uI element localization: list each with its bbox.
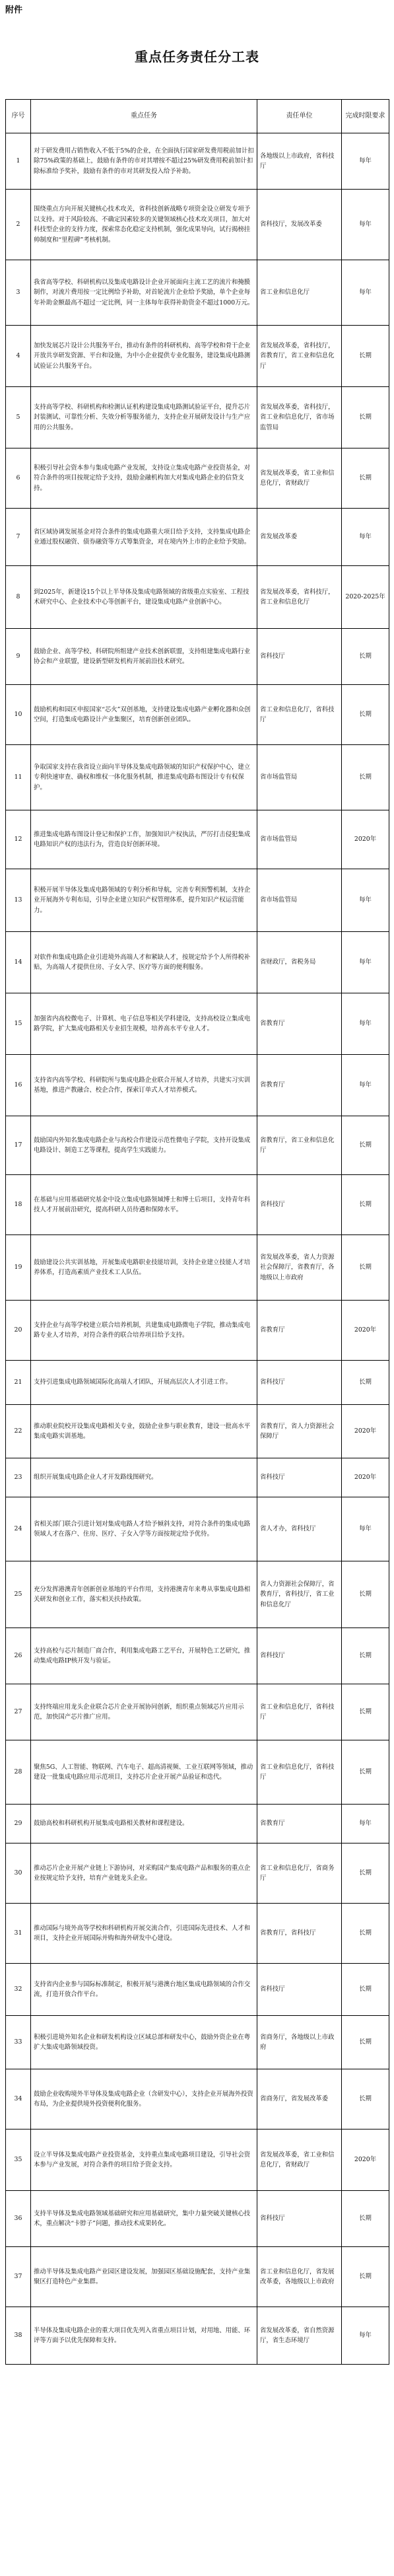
deadline: 长期: [342, 1235, 389, 1301]
responsible-unit: 省工业和信息化厅: [257, 260, 342, 326]
table-row: [6, 1301, 389, 1361]
deadline: 长期: [342, 1904, 389, 1964]
deadline: 长期: [342, 1628, 389, 1684]
responsible-unit: 省教育厅: [257, 1301, 342, 1361]
row-number: 12: [6, 810, 31, 869]
task-text: 省区域协调发展基金对符合条件的集成电路重大项目给予支持，支持集成电路企业通过股权融资、债券融资等方式筹集资金，对在境内外上市的企业给予奖励。: [31, 509, 257, 566]
row-number: 4: [6, 326, 31, 387]
task-text: 组织开展集成电路企业人才开发路线图研究。: [31, 1458, 257, 1497]
table-body: [6, 133, 389, 2365]
row-number: 5: [6, 387, 31, 448]
responsible-unit: 省科技厅: [257, 1458, 342, 1497]
attachment-label: 附件: [5, 5, 23, 15]
task-text: 加快发展芯片设计公共服务平台，推动有条件的科研机构、高等学校和骨干企业开放共享研发资源、平台和设施，为中小企业提供专业化服务，建设集成电路测试验证公共服务平台。: [31, 326, 257, 387]
row-number: 37: [6, 2247, 31, 2307]
responsible-unit: 省人才办，省科技厅: [257, 1497, 342, 1561]
responsible-unit: 省发展改革委，省人力资源社会保障厅，省教育厅，各地级以上市政府: [257, 1235, 342, 1301]
responsible-unit: 省工业和信息化厅，省发展改革委，各地级以上市政府: [257, 2247, 342, 2307]
row-number: 17: [6, 1116, 31, 1175]
responsible-unit: 省教育厅，省科技厅: [257, 1904, 342, 1964]
row-number: 6: [6, 448, 31, 509]
task-text: 推动半导体及集成电路产业园区建设发展，加强园区基础设施配套，支持产业集聚区打造特色产业集群。: [31, 2247, 257, 2307]
deadline: 长期: [342, 1361, 389, 1405]
table-row: [6, 326, 389, 387]
row-number: 1: [6, 133, 31, 190]
row-number: 19: [6, 1235, 31, 1301]
deadline: 长期: [342, 2016, 389, 2069]
deadline: 每年: [342, 260, 389, 326]
table-row: [6, 1405, 389, 1458]
task-text: 省相关部门联合引进计划对集成电路人才给予倾斜支持，对符合条件的集成电路领域人才在落户、住房、医疗、子女入学等方面按规定给予优待。: [31, 1497, 257, 1561]
deadline: 长期: [342, 1561, 389, 1628]
deadline: 长期: [342, 1116, 389, 1175]
task-text: 聚焦5G、人工智能、物联网、汽车电子、超高清视频、工业互联网等领域，推动建设一批集成电路应用示范项目，支持芯片企业开展产品验证和迭代。: [31, 1740, 257, 1805]
task-text: 鼓励国内外知名集成电路企业与高校合作建设示范性微电子学院，支持开设集成电路设计、制造工艺等课程，提高学生实践能力。: [31, 1116, 257, 1175]
table-row: [6, 2069, 389, 2129]
table-row: [6, 1235, 389, 1301]
deadline: 2020年: [342, 810, 389, 869]
responsible-unit: 省科技厅: [257, 2191, 342, 2247]
responsible-unit: 省工业和信息化厅，省商务厅: [257, 1843, 342, 1904]
header-deadline: 完成时限要求: [342, 100, 389, 133]
row-number: 35: [6, 2129, 31, 2191]
task-text: 鼓励建设公共实训基地，开展集成电路职业技能培训，支持企业建立技能人才培养体系，打造高素质产业技术工人队伍。: [31, 1235, 257, 1301]
row-number: 14: [6, 932, 31, 993]
header-unit: 责任单位: [257, 100, 342, 133]
task-text: 支持半导体及集成电路领域基础研究和应用基础研究，集中力量突破关键核心技术，重点解决“卡脖子”问题，推动技术成果转化。: [31, 2191, 257, 2247]
table-row: [6, 190, 389, 260]
deadline: 每年: [342, 932, 389, 993]
table-row: [6, 1805, 389, 1843]
row-number: 33: [6, 2016, 31, 2069]
table-row: [6, 1904, 389, 1964]
row-number: 7: [6, 509, 31, 566]
task-text: 到2025年，新建设15个以上半导体及集成电路领域的省级重点实验室、工程技术研究中心、企业技术中心等创新平台，建设集成电路产业创新中心。: [31, 566, 257, 629]
deadline: 长期: [342, 2247, 389, 2307]
task-text: 充分发挥港澳青年创新创业基地的平台作用，支持港澳青年来粤从事集成电路相关研发和创业工作，落实相关扶持政策。: [31, 1561, 257, 1628]
task-text: 我省高等学校、科研机构以及集成电路设计企业开展面向主流工艺的流片和掩膜制作，对流片费用按一定比例给予补助，对首轮流片企业给予奖励，单个企业每年补助金额最高不超过一定比例，同一主体每年获得补助资金不超过1000万元。: [31, 260, 257, 326]
responsible-unit: 省财政厅，省税务局: [257, 932, 342, 993]
table-row: [6, 869, 389, 932]
row-number: 32: [6, 1964, 31, 2016]
row-number: 2: [6, 190, 31, 260]
task-text: 支持高等学校、科研机构和检测认证机构建设集成电路测试验证平台，提升芯片封装测试、可靠性分析、失效分析等服务能力，支持企业开展研发设计与生产应用的公共服务。: [31, 387, 257, 448]
deadline: 每年: [342, 509, 389, 566]
table-row: [6, 2307, 389, 2365]
row-number: 10: [6, 685, 31, 745]
task-text: 积极开展半导体及集成电路领域的专利分析和导航，完善专利预警机制，支持企业开展海外专利布局，引导企业建立知识产权管理体系，提升知识产权运营能力。: [31, 869, 257, 932]
deadline: 长期: [342, 2191, 389, 2247]
deadline: 长期: [342, 685, 389, 745]
header-no: 序号: [6, 100, 31, 133]
table-row: [6, 1116, 389, 1175]
deadline: 长期: [342, 629, 389, 685]
row-number: 29: [6, 1805, 31, 1843]
responsible-unit: 省商务厅，省发展改革委: [257, 2069, 342, 2129]
table-row: [6, 1055, 389, 1116]
responsible-unit: 省发展改革委，省工业和信息化厅，省财政厅: [257, 2129, 342, 2191]
task-text: 支持省内高等学校、科研院所与集成电路企业联合开展人才培养，共建实习实训基地，推进产教融合、校企合作，探索订单式人才培养模式。: [31, 1055, 257, 1116]
deadline: 长期: [342, 1175, 389, 1235]
deadline: 长期: [342, 448, 389, 509]
task-text: 积极引进境外知名企业和研发机构设立区域总部和研发中心，鼓励外资企业在粤扩大集成电路领域投资。: [31, 2016, 257, 2069]
task-text: 对软件和集成电路企业引进境外高端人才和紧缺人才，按规定给予个人所得税补贴，为高端人才提供住房、子女入学、医疗等方面的便利服务。: [31, 932, 257, 993]
deadline: 每年: [342, 2307, 389, 2365]
row-number: 27: [6, 1684, 31, 1740]
responsible-unit: 省发展改革委，省科技厅，省工业和信息化厅: [257, 566, 342, 629]
deadline: 长期: [342, 326, 389, 387]
responsibility-table: [5, 99, 389, 2365]
header-task: 重点任务: [31, 100, 257, 133]
task-text: 半导体及集成电路企业的重大项目优先列入省重点项目计划，对用地、用能、环评等方面予以优先保障和支持。: [31, 2307, 257, 2365]
deadline: 2020年: [342, 1458, 389, 1497]
row-number: 26: [6, 1628, 31, 1684]
deadline: 2020年: [342, 1405, 389, 1458]
row-number: 34: [6, 2069, 31, 2129]
row-number: 23: [6, 1458, 31, 1497]
deadline: 长期: [342, 745, 389, 810]
table-row: [6, 1458, 389, 1497]
page-title: 重点任务责任分工表: [135, 49, 259, 65]
task-text: 鼓励机构和园区申报国家“芯火”双创基地，支持建设集成电路产业孵化器和众创空间，打造集成电路设计产业集聚区，培育创新创业团队。: [31, 685, 257, 745]
responsible-unit: 省教育厅，省人力资源社会保障厅: [257, 1405, 342, 1458]
responsible-unit: 省科技厅: [257, 629, 342, 685]
table-row: [6, 1628, 389, 1684]
table-row: [6, 509, 389, 566]
responsible-unit: 省发展改革委，省科技厅，省工业和信息化厅，省市场监管局: [257, 387, 342, 448]
row-number: 18: [6, 1175, 31, 1235]
row-number: 30: [6, 1843, 31, 1904]
deadline: 2020年: [342, 1301, 389, 1361]
deadline: 2020年: [342, 2129, 389, 2191]
responsible-unit: 省市场监管局: [257, 745, 342, 810]
row-number: 11: [6, 745, 31, 810]
responsible-unit: 省教育厅: [257, 1805, 342, 1843]
task-text: 争取国家支持在我省设立面向半导体及集成电路领域的知识产权保护中心，建立专利快速审查、确权和维权一体化服务机制，推进集成电路布图设计专有权保护。: [31, 745, 257, 810]
table-row: [6, 932, 389, 993]
responsible-unit: 省商务厅，各地级以上市政府: [257, 2016, 342, 2069]
table-row: [6, 685, 389, 745]
row-number: 22: [6, 1405, 31, 1458]
table-row: [6, 2129, 389, 2191]
table-row: [6, 2191, 389, 2247]
table-row: [6, 1361, 389, 1405]
task-text: 支持终端应用龙头企业联合芯片企业开展协同创新，组织重点领域芯片应用示范，加快国产芯片推广应用。: [31, 1684, 257, 1740]
row-number: 24: [6, 1497, 31, 1561]
table-row: [6, 1964, 389, 2016]
row-number: 20: [6, 1301, 31, 1361]
task-text: 鼓励高校和科研机构开展集成电路相关教材和课程建设。: [31, 1805, 257, 1843]
task-text: 加强省内高校微电子、计算机、电子信息等相关学科建设，支持高校设立集成电路学院，扩大集成电路相关专业招生规模，培养高水平专业人才。: [31, 993, 257, 1055]
table-row: [6, 448, 389, 509]
task-text: 围绕重点方向开展关键核心技术攻关，省科技创新战略专项资金设立研发专项予以支持。对于风险较高、不确定因素较多的关键领域核心技术攻关项目，加大对科技型企业的支持力度，探索常态化稳定支持机制，强化成果导向，试行揭榜挂帅制度和“里程碑”考核机制。: [31, 190, 257, 260]
table-row: [6, 1175, 389, 1235]
table-row: [6, 2016, 389, 2069]
table-row: [6, 1497, 389, 1561]
table-row: [6, 745, 389, 810]
row-number: 9: [6, 629, 31, 685]
responsible-unit: 省科技厅: [257, 1964, 342, 2016]
responsible-unit: 省发展改革委，省自然资源厅，省生态环境厅: [257, 2307, 342, 2365]
responsible-unit: 省工业和信息化厅，省科技厅: [257, 1684, 342, 1740]
table-row: [6, 1561, 389, 1628]
task-text: 支持引进集成电路领域国际化高端人才团队，开展高层次人才引进工作。: [31, 1361, 257, 1405]
task-text: 推动职业院校开设集成电路相关专业，鼓励企业参与职业教育，建设一批高水平集成电路实训基地。: [31, 1405, 257, 1458]
deadline: 每年: [342, 190, 389, 260]
responsible-unit: 省发展改革委: [257, 509, 342, 566]
row-number: 16: [6, 1055, 31, 1116]
task-text: 推动国际与境外高等学校和科研机构开展交流合作，引进国际先进技术、人才和项目，支持企业开展国际并购和海外研发中心建设。: [31, 1904, 257, 1964]
responsible-unit: 省科技厅，发展改革委: [257, 190, 342, 260]
deadline: 长期: [342, 1843, 389, 1904]
row-number: 13: [6, 869, 31, 932]
responsible-unit: 各地级以上市政府，省科技厅: [257, 133, 342, 190]
row-number: 38: [6, 2307, 31, 2365]
responsible-unit: 省发展改革委，省工业和信息化厅，省财政厅: [257, 448, 342, 509]
row-number: 28: [6, 1740, 31, 1805]
row-number: 8: [6, 566, 31, 629]
task-text: 支持高校与芯片制造厂商合作，利用集成电路工艺平台，开展特色工艺研究，推动集成电路IP核开发与验证。: [31, 1628, 257, 1684]
table-row: [6, 2247, 389, 2307]
table-row: [6, 1684, 389, 1740]
deadline: 每年: [342, 993, 389, 1055]
task-text: 支持企业与高等学校建立联合培养机制，共建集成电路微电子学院，推动集成电路专业人才培养，对符合条件的联合培养项目给予支持。: [31, 1301, 257, 1361]
deadline: 长期: [342, 1684, 389, 1740]
table-row: [6, 629, 389, 685]
responsible-unit: 省市场监管局: [257, 869, 342, 932]
table-row: [6, 260, 389, 326]
row-number: 31: [6, 1904, 31, 1964]
row-number: 3: [6, 260, 31, 326]
responsible-unit: 省教育厅: [257, 993, 342, 1055]
row-number: 21: [6, 1361, 31, 1405]
row-number: 36: [6, 2191, 31, 2247]
table-row: [6, 1740, 389, 1805]
deadline: 每年: [342, 1497, 389, 1561]
task-text: 支持省内企业参与国际标准制定，积极开展与港澳台地区集成电路领域的合作交流，打造开放合作平台。: [31, 1964, 257, 2016]
deadline: 每年: [342, 869, 389, 932]
deadline: 长期: [342, 2069, 389, 2129]
task-text: 积极引导社会资本参与集成电路产业发展，支持设立集成电路产业投资基金，对符合条件的项目按规定给予支持，鼓励金融机构加大对集成电路企业的信贷支持。: [31, 448, 257, 509]
table-row: [6, 133, 389, 190]
row-number: 25: [6, 1561, 31, 1628]
responsible-unit: 省工业和信息化厅，省科技厅: [257, 1740, 342, 1805]
responsible-unit: 省教育厅，省工业和信息化厅: [257, 1116, 342, 1175]
responsible-unit: 省发展改革委，省科技厅，省教育厅，省工业和信息化厅: [257, 326, 342, 387]
table-row: [6, 387, 389, 448]
table-row: [6, 566, 389, 629]
responsible-unit: 省市场监管局: [257, 810, 342, 869]
table-row: [6, 1843, 389, 1904]
task-text: 对于研发费用占销售收入不低于5%的企业，在全面执行国家研发费用税前加计扣除75%政策的基础上，鼓励有条件的市对其增按不超过25%研发费用税前加计扣除标准给予奖补，鼓励有条件的市对其研发投入给予补助。: [31, 133, 257, 190]
responsible-unit: 省人力资源社会保障厅，省教育厅，省科技厅，省工业和信息化厅: [257, 1561, 342, 1628]
responsible-unit: 省科技厅: [257, 1628, 342, 1684]
deadline: 长期: [342, 1740, 389, 1805]
table-row: [6, 993, 389, 1055]
deadline: 每年: [342, 1805, 389, 1843]
task-text: 鼓励企业收购境外半导体及集成电路企业（含研发中心），支持企业开展海外投资布局，为企业提供境外投资便利化服务。: [31, 2069, 257, 2129]
task-text: 推动芯片企业开展产业链上下游协同，对采购国产集成电路产品和服务的重点企业按规定给予支持，培育产业链龙头企业。: [31, 1843, 257, 1904]
responsible-unit: 省工业和信息化厅，省科技厅: [257, 685, 342, 745]
task-text: 设立半导体及集成电路产业投资基金，支持重点集成电路项目建设，引导社会资本参与产业发展，对符合条件的项目给予资金支持。: [31, 2129, 257, 2191]
responsible-unit: 省科技厅: [257, 1361, 342, 1405]
task-text: 推进集成电路布图设计登记和保护工作，加强知识产权执法，严厉打击侵犯集成电路知识产权的违法行为，营造良好创新环境。: [31, 810, 257, 869]
deadline: 每年: [342, 133, 389, 190]
table-header-row: [6, 100, 389, 133]
deadline: 长期: [342, 1964, 389, 2016]
deadline: 长期: [342, 387, 389, 448]
task-text: 在基础与应用基础研究基金中设立集成电路领域博士和博士后项目，支持青年科技人才开展前沿研究，提高科研人员待遇和保障水平。: [31, 1175, 257, 1235]
task-text: 鼓励企业、高等学校、科研院所组建产业技术创新联盟，支持组建集成电路行业协会和产业联盟，建设新型研发机构开展前沿技术研究。: [31, 629, 257, 685]
deadline: 2020-2025年: [342, 566, 389, 629]
responsible-unit: 省科技厅: [257, 1175, 342, 1235]
deadline: 每年: [342, 1055, 389, 1116]
row-number: 15: [6, 993, 31, 1055]
table-row: [6, 810, 389, 869]
responsible-unit: 省教育厅: [257, 1055, 342, 1116]
